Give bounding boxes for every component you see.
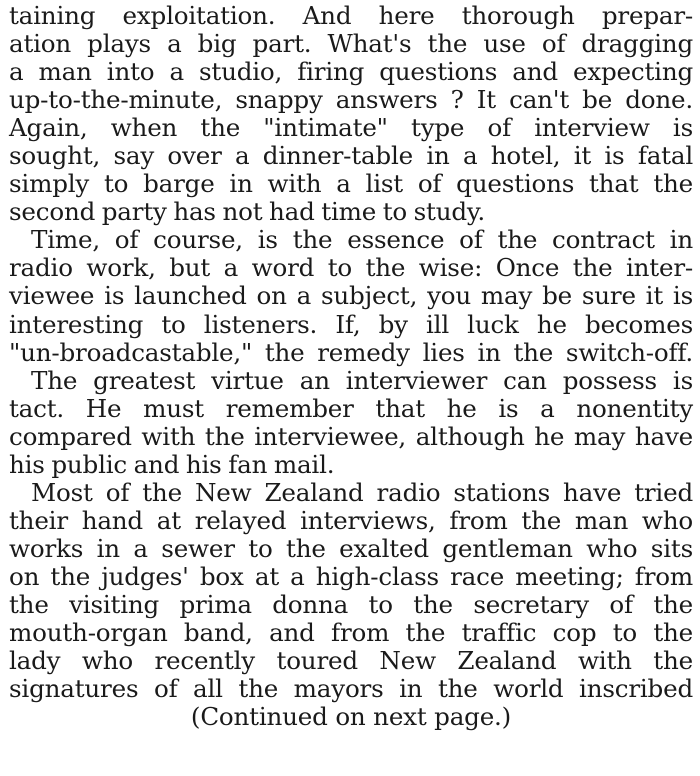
text-line: on the judges' box at a high-class race meeting; from	[9, 561, 693, 591]
text-line: tact. He must remember that he is a nonentity	[9, 393, 693, 423]
continuation-note: (Continued on next page.)	[190, 702, 512, 732]
text-line: the visiting prima donna to the secretary of the	[9, 589, 693, 619]
text-line: simply to barge in with a list of questions that the	[9, 169, 693, 199]
text-line: radio work, but a word to the wise: Once the inter-	[9, 253, 693, 283]
text-line: Most of the New Zealand radio stations have tried	[31, 477, 693, 507]
text-line: his public and his fan mail.	[9, 449, 335, 479]
article-page	[9, 2, 693, 731]
text-line: their hand at relayed interviews, from the man who	[9, 505, 693, 535]
text-line: Again, when the "intimate" type of interview is	[9, 113, 693, 143]
paragraph-2	[9, 226, 693, 366]
paragraph-3	[9, 367, 693, 479]
text-line: interesting to listeners. If, by ill luck he becomes	[9, 309, 693, 339]
text-line: signatures of all the mayors in the world inscribed	[9, 674, 693, 704]
text-line: The greatest virtue an interviewer can possess is	[31, 365, 693, 395]
paragraph-4	[9, 479, 693, 703]
text-line: viewee is launched on a subject, you may be sure it is	[9, 281, 693, 311]
text-line: works in a sewer to the exalted gentleman who sits	[9, 533, 693, 563]
paragraph-1	[9, 2, 693, 226]
text-line: taining exploitation. And here thorough prepar-	[9, 1, 693, 30]
text-line: second party has not had time to study.	[9, 197, 485, 227]
text-line: lady who recently toured New Zealand with the	[9, 646, 693, 676]
text-line: a man into a studio, firing questions and expecting	[9, 57, 693, 87]
text-line: up-to-the-minute, snappy answers ? It can't be done.	[9, 85, 693, 115]
text-line: sought, say over a dinner-table in a hotel, it is fatal	[9, 141, 693, 171]
text-line: ation plays a big part. What's the use of dragging	[9, 29, 693, 59]
text-line: compared with the interviewee, although he may have	[9, 421, 693, 451]
text-line: "un-broadcastable," the remedy lies in the switch-off.	[9, 337, 693, 367]
text-line: mouth-organ band, and from the traffic cop to the	[9, 618, 693, 648]
text-line: Time, of course, is the essence of the contract in	[31, 225, 693, 255]
